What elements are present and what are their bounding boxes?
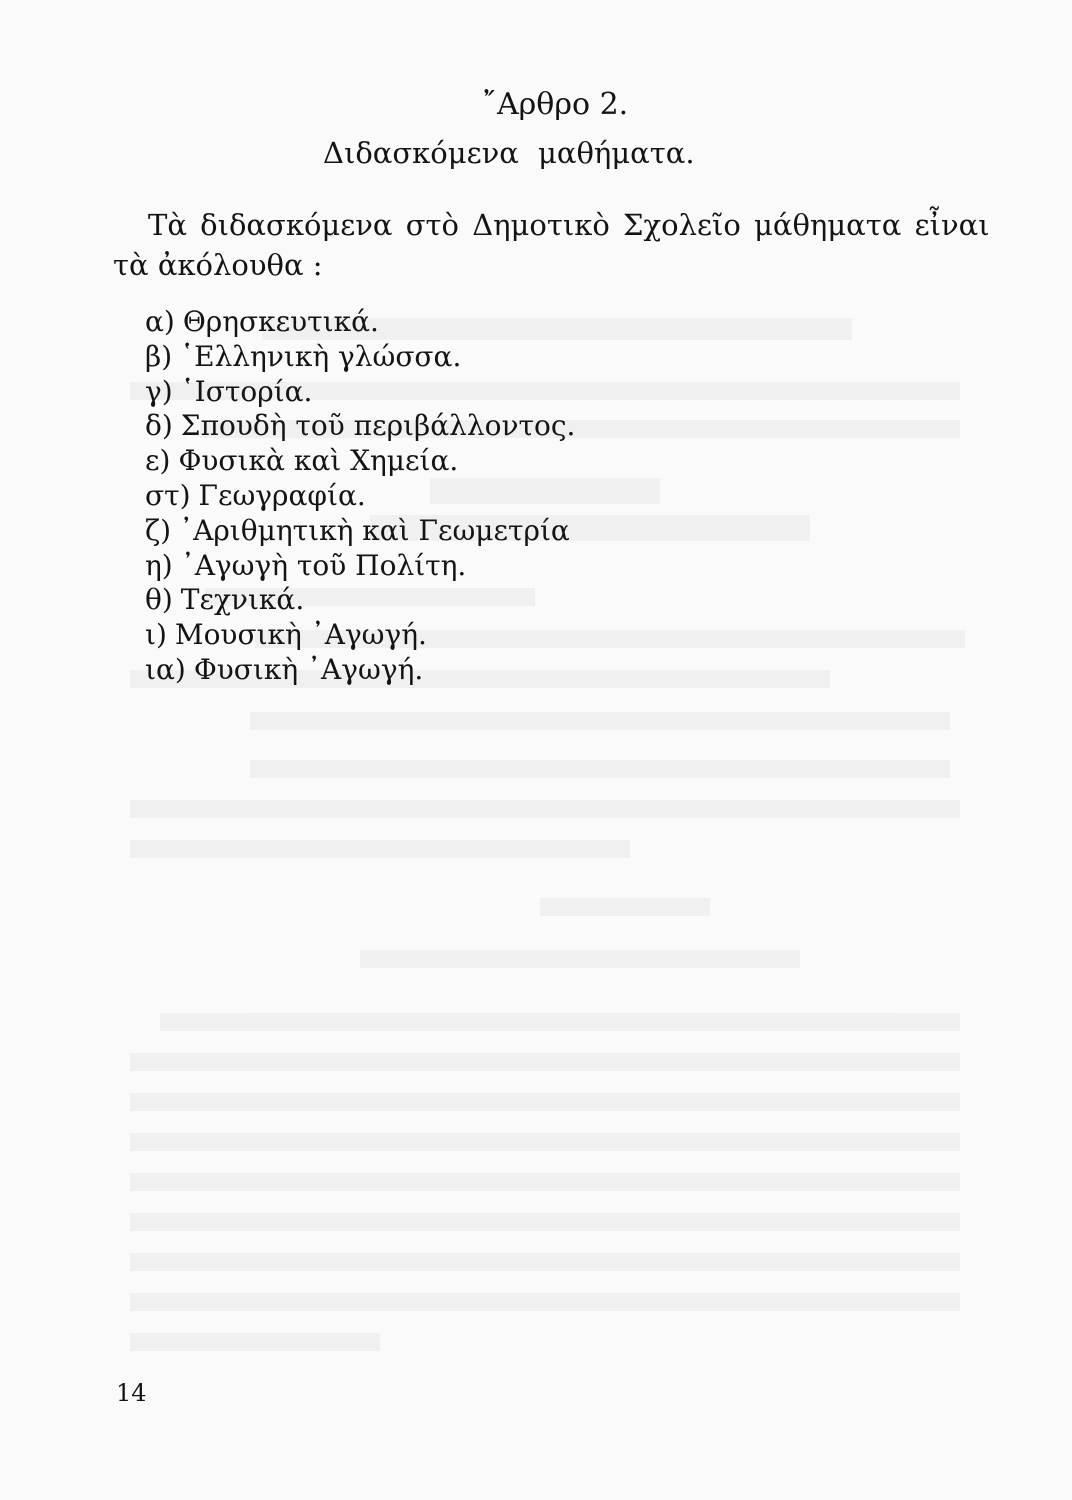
list-marker: α) — [145, 305, 175, 338]
intro-line-1: Τὰ διδασκόμενα στὸ Δημοτικὸ Σχολεῖο μάθηματα εἶναι — [148, 208, 990, 242]
list-marker: γ) — [145, 374, 173, 408]
subject-item — [145, 409, 575, 444]
subject-label: Θρησκευτικά. — [182, 305, 379, 338]
subject-item — [145, 305, 575, 340]
list-marker: θ) — [145, 583, 173, 617]
subject-item — [145, 549, 575, 584]
subject-item — [145, 583, 575, 618]
subject-label: ᾽Αγωγὴ τοῦ Πολίτη. — [180, 548, 467, 582]
list-marker: η) — [145, 548, 173, 582]
page-number: 14 — [116, 1379, 147, 1407]
subject-item — [145, 618, 575, 653]
list-marker: ι) — [145, 618, 167, 652]
subject-item — [145, 375, 575, 410]
list-marker: ια) — [145, 652, 186, 686]
article-heading: ῎Αρθρο 2. — [482, 87, 629, 122]
article-subheading: Διδασκόμενα μαθήματα. — [323, 136, 695, 170]
subject-item — [145, 340, 575, 375]
subject-item — [145, 653, 575, 688]
list-marker: β) — [145, 339, 173, 373]
subject-label: Τεχνικά. — [180, 583, 305, 617]
subject-label: Μουσικὴ ᾽Αγωγή. — [174, 618, 427, 652]
list-marker: στ) — [145, 478, 191, 512]
subject-list — [145, 305, 575, 688]
subject-item — [145, 514, 575, 549]
intro-line-2: τὰ ἀκόλουθα : — [113, 248, 323, 282]
subject-label: Φυσικὴ ᾽Αγωγή. — [193, 652, 424, 686]
subject-label: Φυσικὰ καὶ Χημεία. — [178, 444, 459, 478]
subject-label: ῾Ιστορία. — [180, 374, 313, 408]
list-marker: δ) — [145, 409, 173, 443]
subject-label: Γεωγραφία. — [198, 478, 366, 512]
list-marker: ε) — [145, 444, 171, 478]
subject-item — [145, 444, 575, 479]
subject-item — [145, 479, 575, 514]
subject-label: ᾽Αριθμητικὴ καὶ Γεωμετρία — [179, 513, 570, 547]
subject-label: ῾Ελληνικὴ γλώσσα. — [180, 339, 462, 373]
list-marker: ζ) — [145, 513, 172, 547]
subject-label: Σπουδὴ τοῦ περιβάλλοντος. — [180, 409, 576, 443]
